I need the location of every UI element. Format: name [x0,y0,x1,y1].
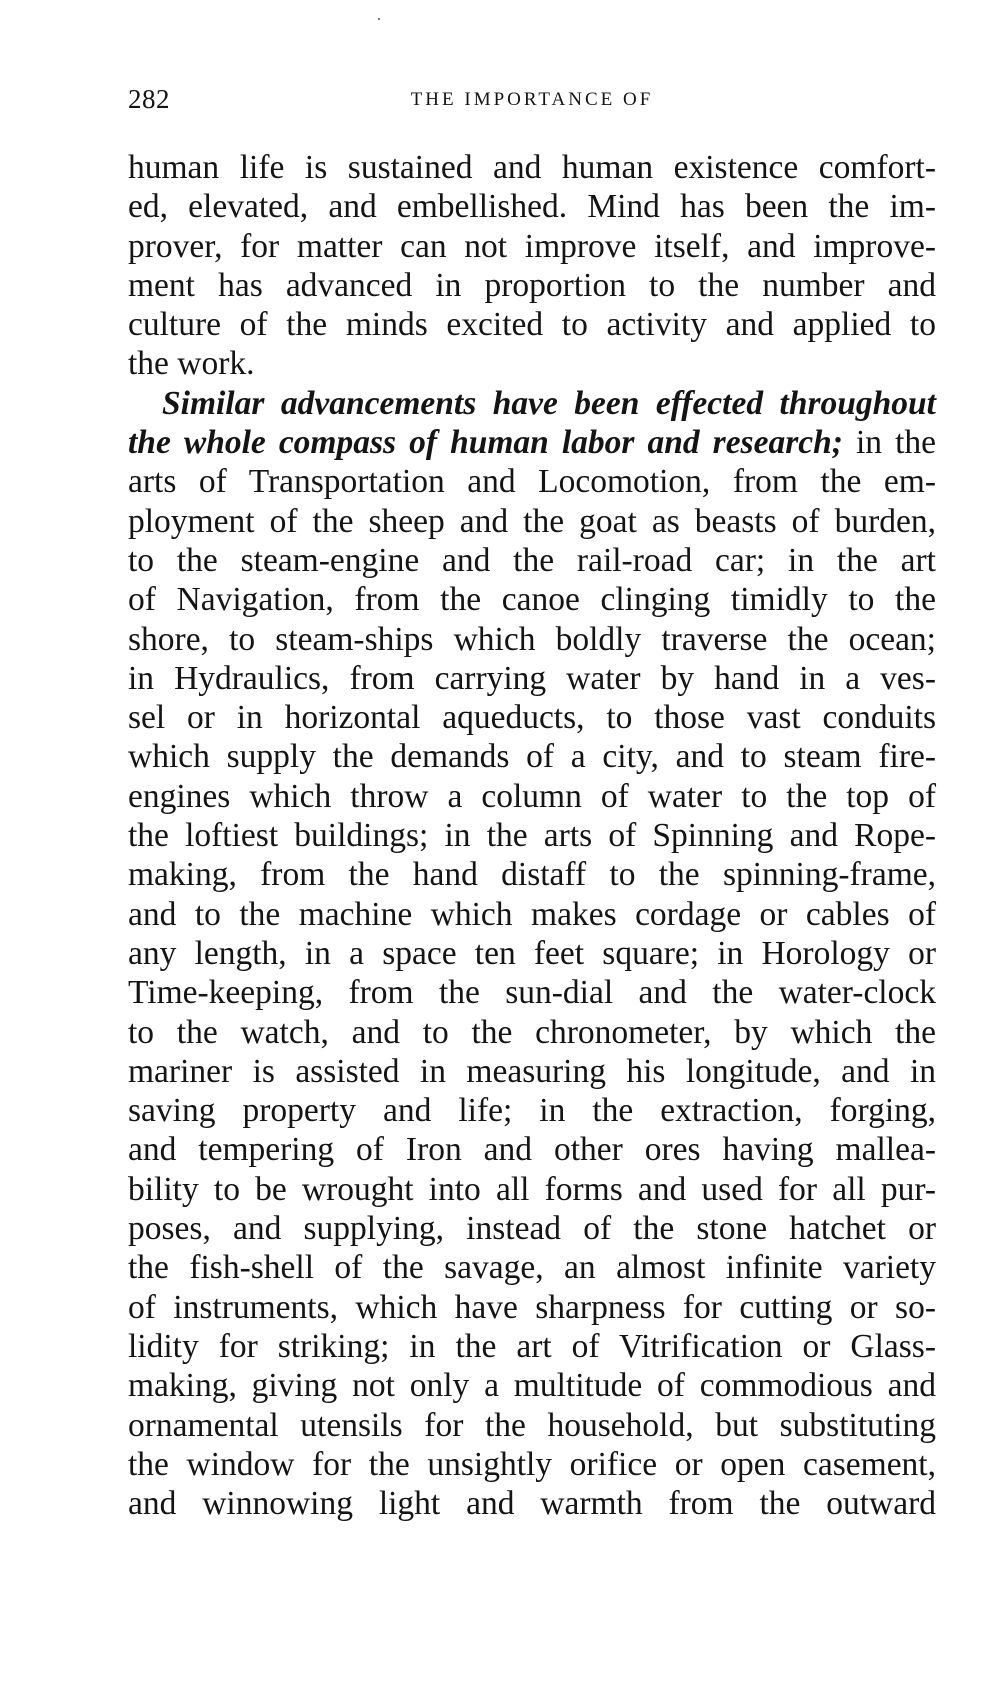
text-line: ornamental utensils for the household, but substituting [128,1406,936,1444]
text-line: and tempering of Iron and other ores having mallea- [128,1131,936,1169]
italic-lead-line: Similar advancements have been effected throughout [162,384,936,422]
text-line: the work. [128,345,255,383]
text-line: shore, to steam-ships which boldly traverse the ocean; [128,620,936,658]
text-line: engines which throw a column of water to the top of [128,777,936,815]
page-number: 282 [128,84,170,114]
text-line: human life is sustained and human existence comfort- [128,149,936,186]
text-line: ployment of the sheep and the goat as beasts of burden, [128,502,936,540]
text-line: of Navigation, from the canoe clinging timidly to the [128,581,936,619]
text-line: to the steam-engine and the rail-road car; in the art [128,541,936,579]
text-line: the fish-shell of the savage, an almost infinite variety [128,1249,936,1287]
text-line: arts of Transportation and Locomotion, from the em- [128,463,936,501]
text-line: which supply the demands of a city, and to steam fire- [128,738,936,776]
text-line: making, from the hand distaff to the spinning-frame, [128,856,936,894]
text-line: prover, for matter can not improve itself, and improve- [128,227,936,265]
text-line: sel or in horizontal aqueducts, to those vast conduits [128,699,936,737]
text-line: mariner is assisted in measuring his longitude, and in [128,1052,936,1090]
text-line: Time-keeping, from the sun-dial and the water-clock [128,974,936,1012]
text-line: the loftiest buildings; in the arts of Spinning and Rope- [128,817,936,855]
text-line: to the watch, and to the chronometer, by which the [128,1013,936,1051]
text-line: lidity for striking; in the art of Vitrification or Glass- [128,1327,936,1365]
text-line: saving property and life; in the extraction, forging, [128,1092,936,1130]
text-line: making, giving not only a multitude of commodious and [128,1367,936,1405]
text-line-mixed [128,423,936,462]
running-head [128,84,936,124]
text-line: culture of the minds excited to activity and applied to [128,306,936,344]
text-line: ed, elevated, and embellished. Mind has been the im- [128,188,936,226]
text-line: bility to be wrought into all forms and used for all pur- [128,1170,936,1208]
text-line: the window for the unsightly orifice or open casement, [128,1445,936,1483]
text-line: of instruments, which have sharpness for cutting or so- [128,1288,936,1326]
text-line: any length, in a space ten feet square; in Horology or [128,934,936,972]
italic-lead-phrase: the whole compass of human labor and research; [128,424,843,462]
text-line: in Hydraulics, from carrying water by hand in a ves- [128,659,936,697]
text-fragment: in the [842,424,937,462]
text-line: poses, and supplying, instead of the stone hatchet or [128,1210,936,1248]
text-line: and winnowing light and warmth from the outward [128,1485,936,1523]
paper-speck [378,18,380,20]
text-line: and to the machine which makes cordage or cables of [128,895,936,933]
text-line: ment has advanced in proportion to the number and [128,266,936,304]
body-text [128,148,936,1523]
running-title: THE IMPORTANCE OF [410,89,654,110]
